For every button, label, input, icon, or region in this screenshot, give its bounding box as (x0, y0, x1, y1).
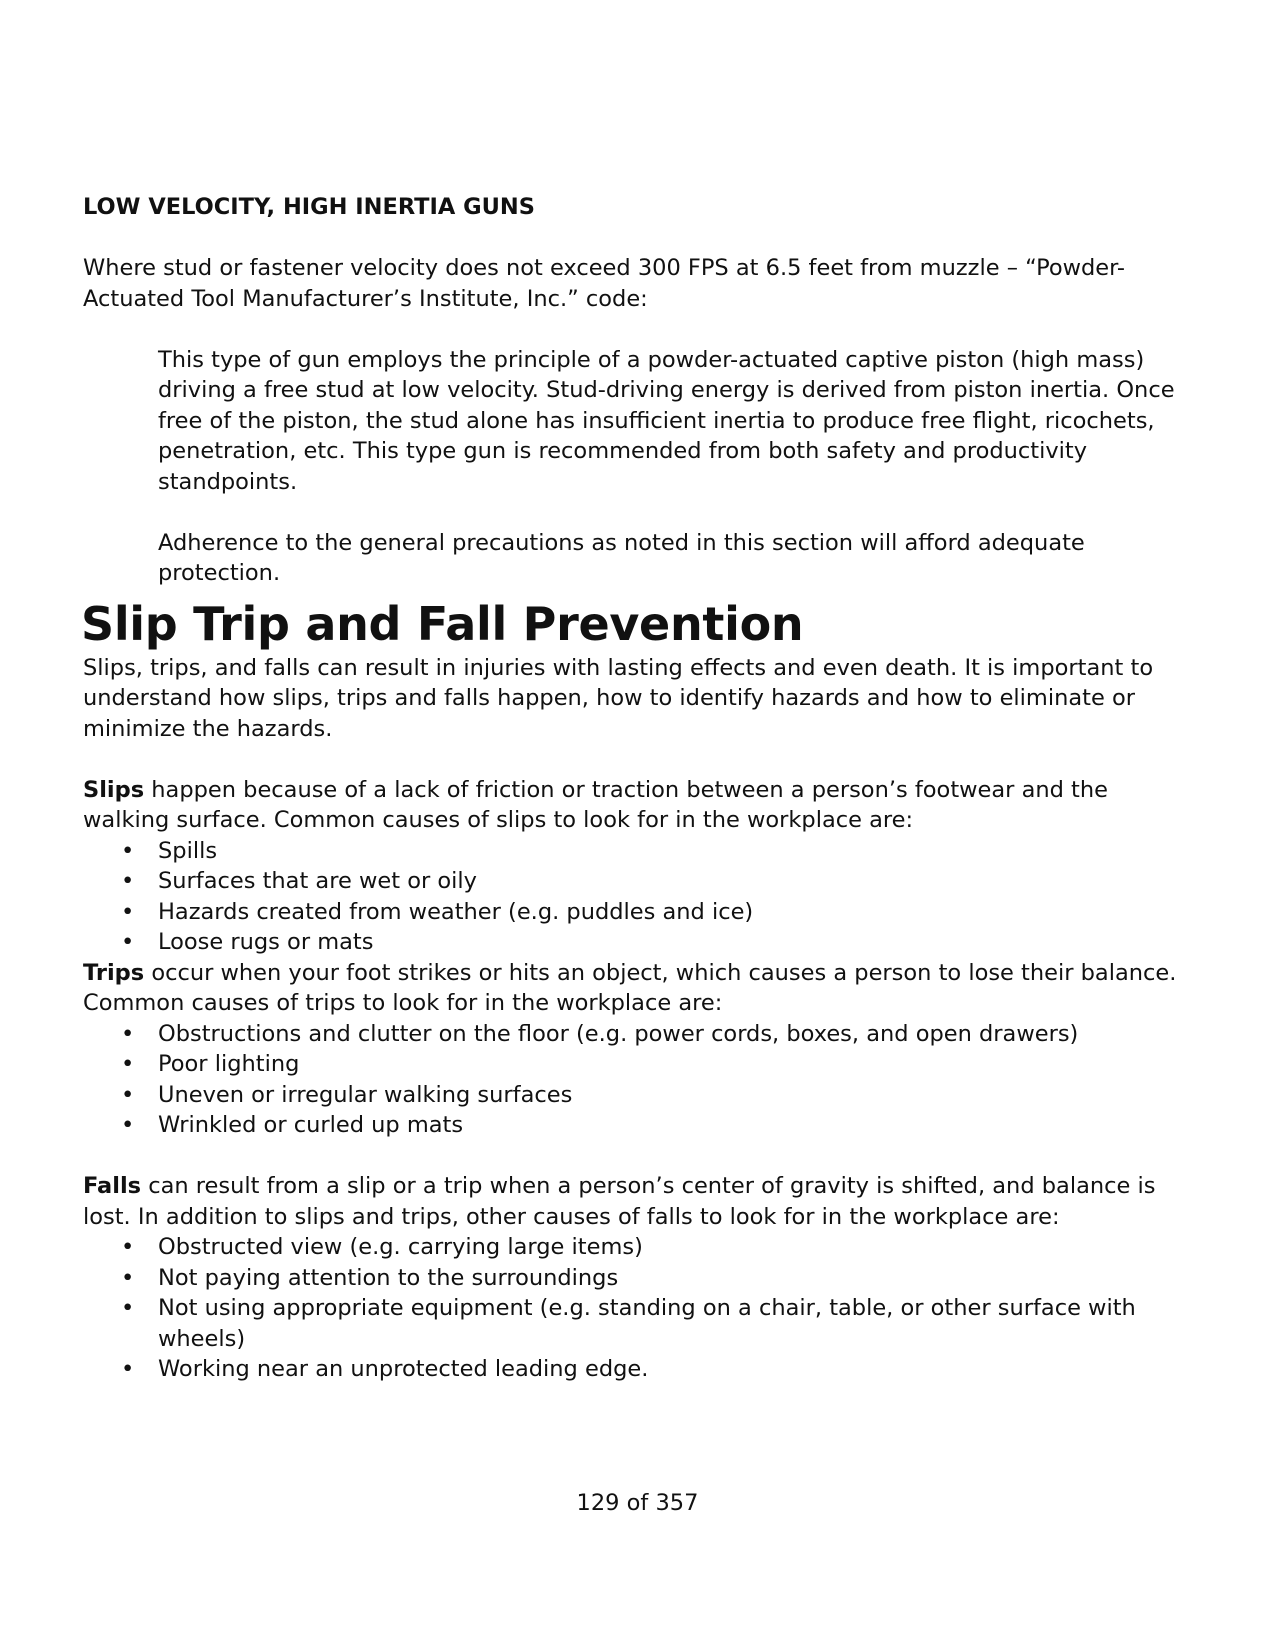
bullet-icon: • (121, 1112, 135, 1138)
list-item-text: Working near an unprotected leading edge. (158, 1356, 649, 1382)
bullet-icon: • (121, 929, 135, 955)
list-item-text: Not paying attention to the surroundings (158, 1264, 619, 1291)
page-number: 129 of 357 (576, 1490, 699, 1516)
list-item (83, 836, 1193, 867)
list-item (83, 1232, 1193, 1263)
falls-term: Falls (83, 1173, 142, 1199)
bullet-icon: • (121, 1234, 135, 1260)
slips-text: happen because of a lack of friction or traction between a person’s footwear and the walking surface. Common causes of slips to look for in the workplace are: (83, 776, 1108, 833)
list-item-text: Wrinkled or curled up mats (158, 1112, 464, 1138)
falls-paragraph (83, 1171, 1193, 1232)
list-item-text: Hazards created from weather (e.g. puddles and ice) (158, 898, 754, 925)
slips-paragraph (83, 775, 1193, 836)
bullet-icon: • (121, 1295, 135, 1321)
guns-intro: Where stud or fastener velocity does not exceed 300 FPS at 6.5 feet from muzzle – “Powder-Actuated Tool Manufacturer’s Institute, Inc.” code: (83, 255, 1126, 312)
list-item (83, 1110, 1193, 1141)
list-item (83, 866, 1193, 897)
trips-paragraph (83, 958, 1193, 1019)
list-item-text: Poor lighting (158, 1051, 300, 1077)
list-item (83, 1019, 1193, 1050)
list-item-text: Not using appropriate equipment (e.g. standing on a chair, table, or other surface with wheels) (158, 1295, 1136, 1352)
bullet-icon: • (121, 1020, 135, 1047)
falls-text: can result from a slip or a trip when a person’s center of gravity is shifted, and balance is lost. In addition to slips and trips, other causes of falls to look for in the workplace are: (83, 1173, 1156, 1230)
list-item (83, 1049, 1193, 1080)
page-content (83, 192, 1193, 1385)
bullet-icon: • (121, 898, 135, 925)
bullet-icon: • (121, 1081, 135, 1108)
bullet-icon: • (121, 1264, 135, 1291)
falls-list (83, 1232, 1193, 1385)
guns-heading: LOW VELOCITY, HIGH INERTIA GUNS (83, 194, 535, 220)
list-item (83, 1080, 1193, 1111)
list-item-text: Surfaces that are wet or oily (158, 868, 477, 894)
list-item (83, 1293, 1193, 1354)
section-title: Slip Trip and Fall Prevention (81, 596, 804, 651)
list-item-text: Obstructions and clutter on the floor (e.g. power cords, boxes, and open drawers) (158, 1020, 1079, 1047)
slips-term: Slips (83, 776, 145, 803)
bullet-icon: • (121, 1356, 135, 1382)
list-item (83, 1354, 1193, 1385)
list-item-text: Loose rugs or mats (158, 929, 374, 955)
trips-text: occur when your foot strikes or hits an object, which causes a person to lose their balance. Common causes of trips to look for in the workplace are: (83, 959, 1177, 1016)
guns-paragraph-2: Adherence to the general precautions as noted in this section will afford adequate protection. (158, 529, 1085, 586)
list-item-text: Obstructed view (e.g. carrying large items) (158, 1234, 643, 1260)
bullet-icon: • (121, 837, 135, 864)
trips-term: Trips (83, 959, 145, 986)
guns-paragraph-1: This type of gun employs the principle of a powder-actuated captive piston (high mass) driving a free stud at low velocity. Stud-driving energy is derived from piston inertia. Once free of the piston, the stud alone has insufficient inertia to produce free flight, ricochets, penetration, etc. This type gun is recommended from both safety and productivity standpoints. (158, 346, 1175, 495)
list-item (83, 1263, 1193, 1294)
bullet-icon: • (121, 1051, 135, 1077)
slips-list (83, 836, 1193, 958)
list-item-text: Uneven or irregular walking surfaces (158, 1081, 573, 1108)
list-item-text: Spills (158, 837, 218, 864)
bullet-icon: • (121, 868, 135, 894)
trips-list (83, 1019, 1193, 1141)
list-item (83, 927, 1193, 958)
list-item (83, 897, 1193, 928)
section-intro: Slips, trips, and falls can result in injuries with lasting effects and even death. It is important to understand how slips, trips and falls happen, how to identify hazards and how to eliminate or minimize the hazards. (83, 654, 1154, 742)
